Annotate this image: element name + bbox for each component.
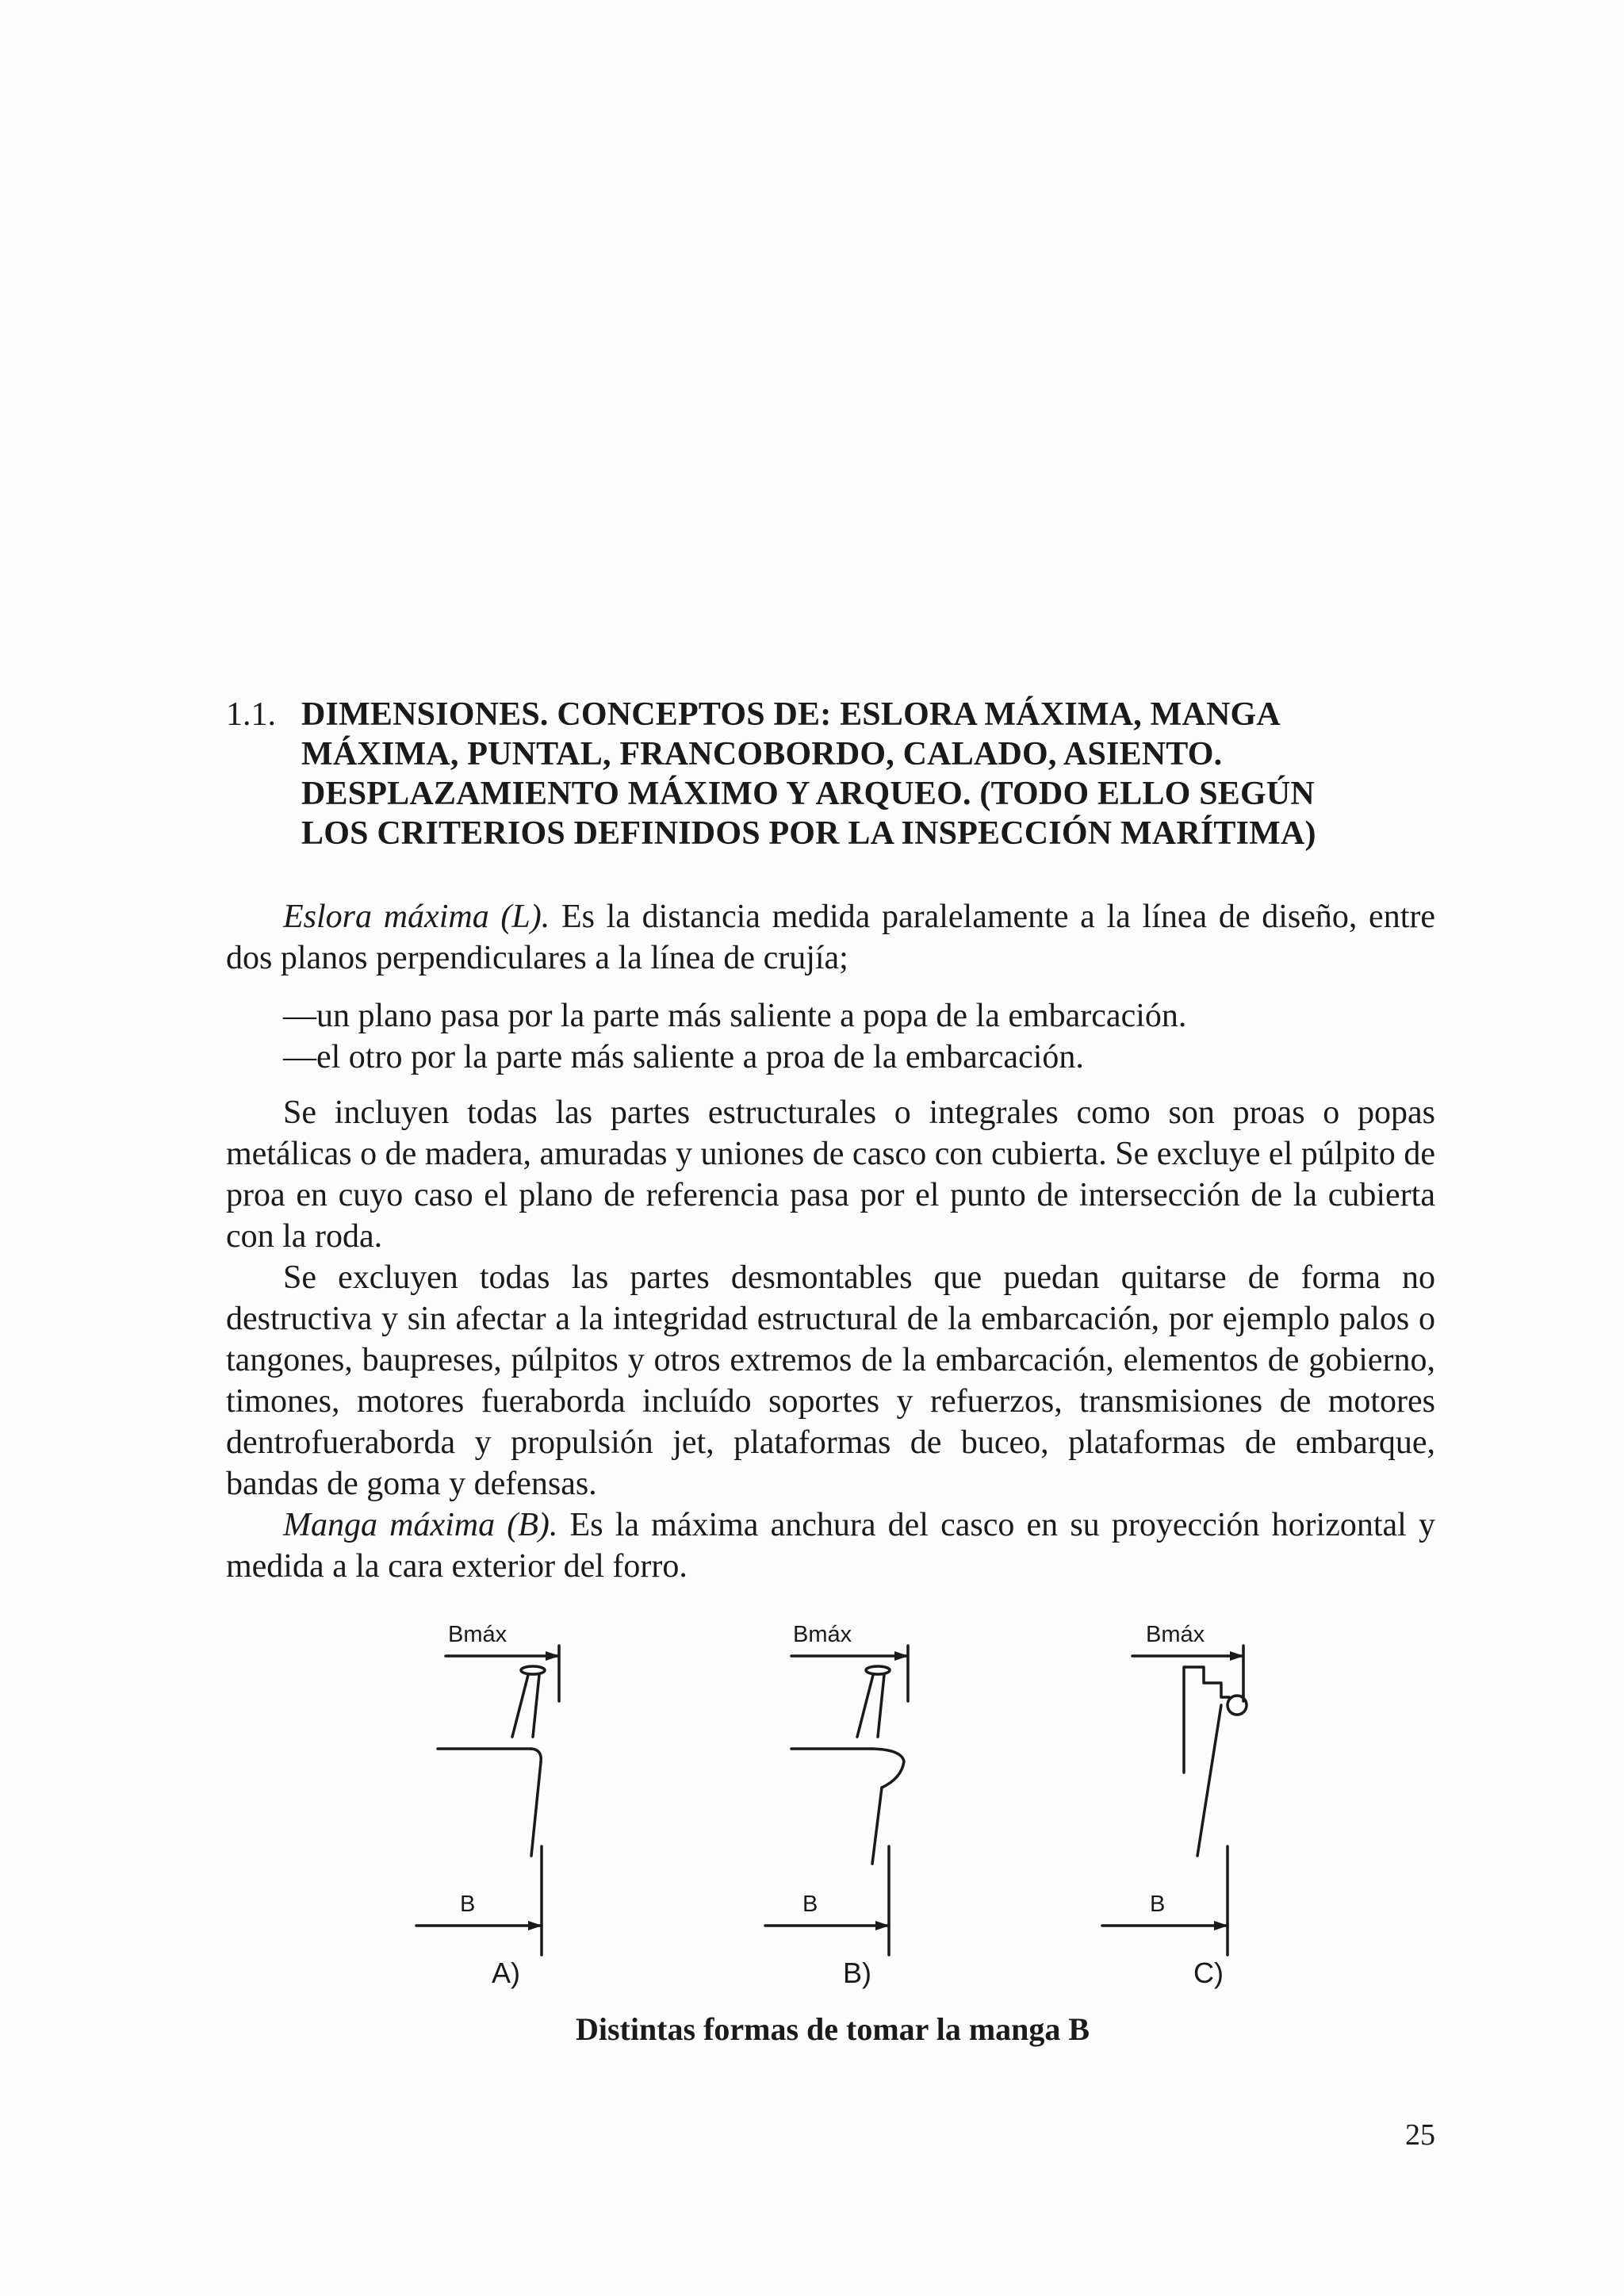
figure-caption: Distintas formas de tomar la manga B: [575, 2011, 1090, 2047]
section-title-line: LOS CRITERIOS DEFINIDOS POR LA INSPECCIÓN MARÍTIMA): [301, 815, 1316, 852]
eslora-term: Eslora máxima (L).: [283, 899, 550, 935]
bmax-label: Bmáx: [1146, 1622, 1205, 1647]
page-number: 25: [1405, 2118, 1435, 2152]
incluyen-block: [226, 1092, 1435, 1257]
section-heading: [226, 695, 1439, 853]
panel-label-b: B): [843, 1957, 871, 1989]
section-number: 1.1.: [226, 696, 276, 733]
dash-item: —un plano pasa por la parte más saliente a popa de la embarcación.: [283, 998, 1187, 1034]
dash-item: —el otro por la parte más saliente a proa de la embarcación.: [283, 1039, 1084, 1075]
b-label: B: [460, 1892, 476, 1917]
eslora-paragraph: [226, 896, 1435, 979]
section-title: [301, 695, 1439, 853]
section-title-line: DESPLAZAMIENTO MÁXIMO Y ARQUEO. (TODO ELLO SEGÚN: [301, 776, 1315, 812]
section-title-line: DIMENSIONES. CONCEPTOS DE: ESLORA MÁXIMA, MANGA: [301, 696, 1281, 733]
b-label: B: [1150, 1892, 1166, 1917]
incluyen-paragraph: Se incluyen todas las partes estructurales o integrales como son proas o popas metálicas o de madera, amuradas y uniones de casco con cubierta. Se excluye el púlpito de proa en cuyo caso el plano de referencia pasa por el punto de intersección de la cubierta con la roda.: [226, 1094, 1435, 1255]
dash-list: [226, 995, 1435, 1078]
manga-paragraph: [226, 1504, 1435, 1587]
panel-label-c: C): [1193, 1957, 1224, 1989]
b-label: B: [802, 1892, 818, 1917]
manga-text: Es la máxima anchura del casco en su proyección horizontal y medida a la cara exterior del forro.: [226, 1507, 1435, 1585]
excluyen-block: [226, 1257, 1435, 1587]
section-title-line: MÁXIMA, PUNTAL, FRANCOBORDO, CALADO, ASIENTO.: [301, 736, 1223, 772]
manga-term: Manga máxima (B).: [283, 1507, 558, 1543]
eslora-block: [226, 896, 1435, 979]
bmax-label: Bmáx: [793, 1622, 852, 1647]
panel-a-hull-drawing: [416, 1646, 559, 1955]
eslora-text: Es la distancia medida paralelamente a la línea de diseño, entre dos planos perpendiculares a la línea de crujía;: [226, 899, 1435, 976]
panel-b-hull-drawing: [765, 1646, 908, 1955]
bmax-label: Bmáx: [448, 1622, 508, 1647]
panel-label-a: A): [492, 1957, 520, 1989]
panel-c-hull-drawing: [1102, 1646, 1247, 1955]
manga-figure: [396, 1594, 1269, 2070]
manga-diagram: [396, 1594, 1269, 2007]
excluyen-paragraph: Se excluyen todas las partes desmontables que puedan quitarse de forma no destructiva y sin afectar a la integridad estructural de la embarcación, por ejemplo palos o tangones, baupreses, púlpitos y otros extremos de la embarcación, elementos de gobierno, timones, motores fueraborda incluído soportes y refuerzos, transmisiones de motores dentrofueraborda y propulsión jet, plataformas de buceo, plataformas de embarque, bandas de goma y defensas.: [226, 1259, 1435, 1502]
